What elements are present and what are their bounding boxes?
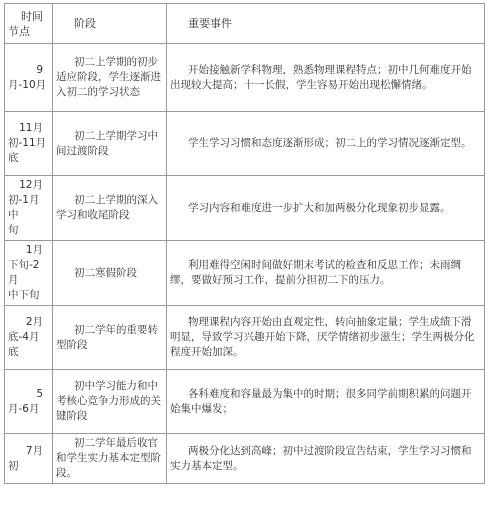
- time-line: 底: [8, 152, 19, 164]
- time-line: 11月: [19, 122, 43, 134]
- events-cell: [167, 306, 485, 370]
- time-line: 初-11月: [8, 137, 47, 149]
- events-text: 各科难度和容量最为集中的时期；很多同学前期积累的问题开始集中爆发；: [170, 387, 472, 415]
- schedule-table-container: [4, 3, 484, 514]
- events-text: 学生学习习惯和态度逐渐形成；初二上的学习情况逐渐定型。: [188, 137, 472, 149]
- stage-text: 初二上学期的初步适应阶段，学生逐渐进入初二的学习状态: [56, 56, 161, 98]
- stage-cell: [53, 306, 167, 370]
- table-row: [5, 306, 485, 370]
- events-cell: [167, 241, 485, 306]
- stage-cell: [53, 434, 167, 484]
- time-line: 旬: [8, 224, 19, 236]
- time-line: 1月: [25, 244, 43, 256]
- table-row: [5, 176, 485, 241]
- stage-text: 初中学习能力和中考核心竞争力形成的关键阶段: [56, 380, 161, 422]
- stage-text: 初二学年的重要转型阶段: [56, 323, 158, 351]
- time-cell: [5, 112, 53, 176]
- events-text: 学习内容和难度进一步扩大和加两极分化现象初步显露。: [188, 201, 451, 214]
- time-line: 初-1月中: [8, 194, 40, 221]
- stage-cell: [53, 112, 167, 176]
- table-row: [5, 370, 485, 434]
- table-row: [5, 112, 485, 176]
- stage-cell: [53, 241, 167, 306]
- events-text: 利用难得空闲时间做好期末考试的检查和反思工作；未雨绸缪，要做好预习工作，提前分担初二下的压力。: [170, 259, 461, 286]
- table-header-row: [5, 4, 485, 44]
- header-time-line1: 时间: [21, 9, 43, 23]
- events-cell: [167, 434, 485, 484]
- events-cell: [167, 112, 485, 176]
- time-line: 月-10月: [8, 78, 47, 91]
- stage-text: 初二学年最后收官和学生实力基本定型阶段。: [56, 437, 161, 479]
- stage-cell: [53, 370, 167, 434]
- header-events-label: 重要事件: [188, 17, 232, 30]
- header-events: [167, 4, 485, 44]
- time-cell: [5, 44, 53, 112]
- events-text: 两极分化达到高峰；初中过渡阶段宣告结束，学生学习习惯和实力基本定型。: [170, 444, 472, 472]
- table-row: [5, 434, 485, 484]
- stage-text: 初二寒假阶段: [74, 266, 137, 279]
- time-line: 底-4月底: [8, 331, 40, 358]
- header-stage: [53, 4, 167, 44]
- time-cell: [5, 241, 53, 306]
- stage-cell: [53, 44, 167, 112]
- header-stage-label: 阶段: [74, 17, 96, 30]
- events-text: 开始接触新学科物理，熟悉物理课程特点；初中几何难度开始出现较大提高；十一长假，学生容易开始出现松懈情绪。: [170, 63, 472, 91]
- stage-cell: [53, 176, 167, 241]
- time-cell: [5, 176, 53, 241]
- events-cell: [167, 44, 485, 112]
- time-line: 9: [36, 63, 43, 76]
- time-cell: [5, 306, 53, 370]
- events-cell: [167, 370, 485, 434]
- header-time-line2: 节点: [8, 24, 30, 38]
- time-line: 12月: [19, 179, 43, 191]
- time-line: 下旬-2月: [8, 259, 40, 286]
- time-line: 月-6月: [8, 402, 40, 415]
- time-line: 5: [36, 387, 43, 400]
- table-row: [5, 241, 485, 306]
- time-line: 中下旬: [8, 289, 40, 301]
- time-line: 初: [8, 459, 19, 472]
- schedule-table: [4, 3, 485, 484]
- header-time: [5, 4, 53, 44]
- events-text: 物理课程内容开始由直观定性，转向抽象定量；学生成绩下滑明显，导致学习兴趣开始下降，厌学情绪初步滋生；学生两极分化程度开始加深。: [170, 316, 475, 358]
- time-cell: [5, 434, 53, 484]
- time-cell: [5, 370, 53, 434]
- events-cell: [167, 176, 485, 241]
- time-line: 7月: [25, 444, 43, 457]
- stage-text: 初二上学期学习中间过渡阶段: [56, 129, 158, 157]
- watermark-logo: [450, 5, 478, 15]
- stage-text: 初二上学期的深入学习和收尾阶段: [56, 194, 158, 221]
- time-line: 2月: [25, 316, 43, 328]
- table-row: [5, 44, 485, 112]
